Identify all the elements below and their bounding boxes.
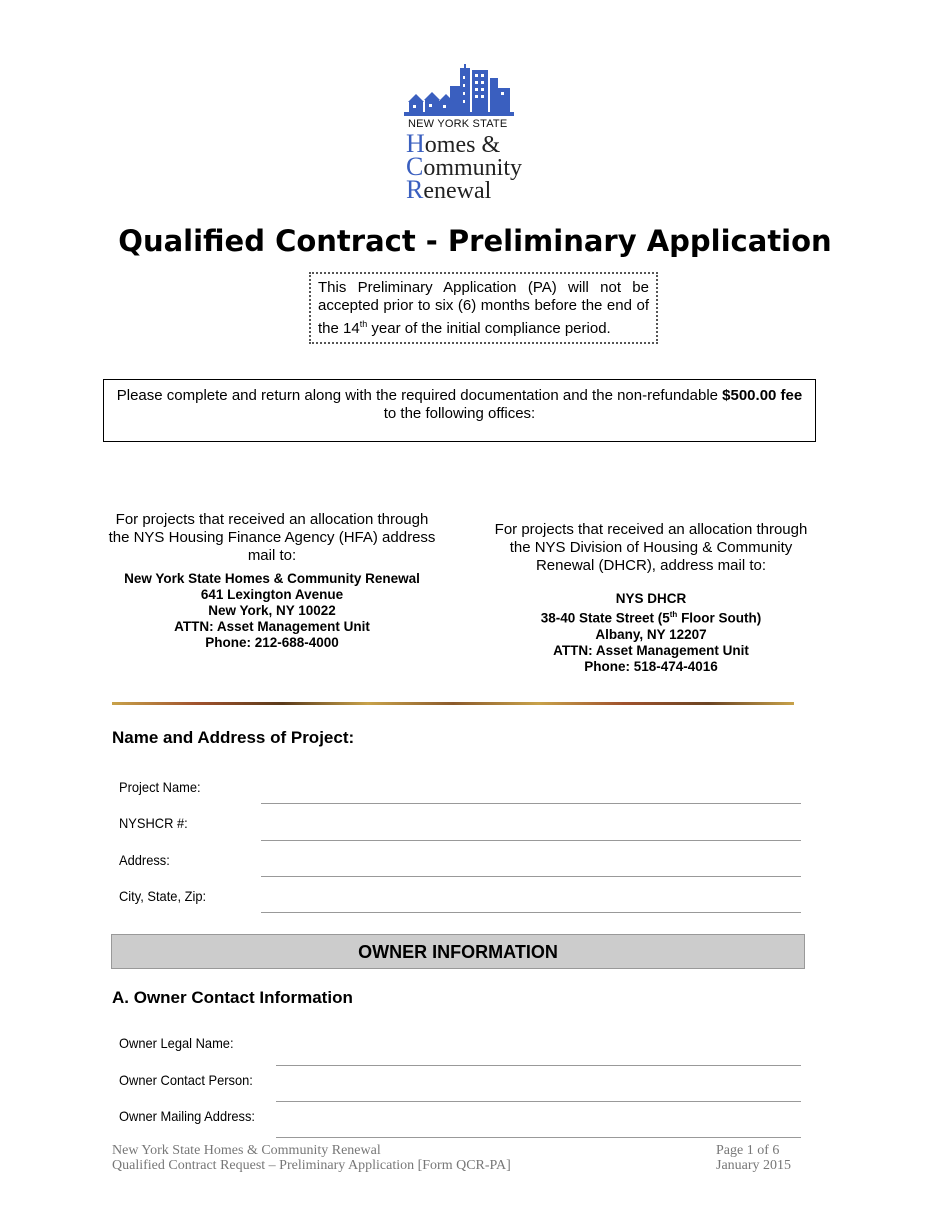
office-street: 641 Lexington Avenue [200,587,344,602]
hcr-logo [404,62,550,207]
field-label-address: Address: [119,852,170,868]
field-label-owner-contact-person: Owner Contact Person: [119,1072,253,1088]
office-address [486,591,816,675]
notice-sup: th [359,319,368,329]
office-hfa [108,511,436,651]
city-state-zip-field[interactable] [261,912,801,913]
field-label-project-name: Project Name: [119,779,201,795]
owner-information-bar: OWNER INFORMATION [111,934,805,969]
logo-line-homes: Homes & [406,129,501,158]
field-label-owner-legal-name: Owner Legal Name: [119,1035,234,1051]
owner-contact-heading: A. Owner Contact Information [112,988,353,1007]
page-title: Qualified Contract - Preliminary Application [118,224,832,258]
owner-mailing-address-field[interactable] [276,1137,801,1138]
field-label-owner-mailing-address: Owner Mailing Address: [119,1108,256,1124]
logo-line-renewal: Renewal [406,175,492,204]
office-street: 38-40 State Street (5th Floor South) [540,610,762,626]
footer-left [112,1143,511,1173]
notice-text: This Preliminary Application (PA) will not be accepted prior to six (6) months before the end of the 14 [318,279,649,337]
office-attn: ATTN: Asset Management Unit [553,642,749,658]
address-field[interactable] [261,876,801,877]
office-name: NYS DHCR [615,591,687,606]
project-section-heading: Name and Address of Project: [112,728,355,747]
owner-contact-person-field[interactable] [276,1101,801,1102]
logo-state: NEW YORK STATE [408,118,508,130]
office-phone: Phone: 518-474-4016 [584,658,718,674]
office-phone: Phone: 212-688-4000 [205,635,339,650]
instructions-fee: $500.00 fee [722,387,803,404]
footer-org: New York State Homes & Community Renewal [112,1143,381,1158]
instructions-box [103,379,816,442]
owner-legal-name-field[interactable] [276,1065,801,1066]
footer-date: January 2015 [716,1158,792,1173]
instructions-text: Please complete and return along with the required documentation and the non-refundable [116,387,723,404]
office-name: New York State Homes & Community Renewal [124,571,420,586]
office-intro: For projects that received an allocation through the NYS Housing Finance Agency (HFA) address mail to: [108,511,436,564]
office-city: New York, NY 10022 [208,603,336,618]
logo-line-community: Community [406,152,523,181]
notice-text-end: year of the initial compliance period. [367,320,611,337]
footer-form: Qualified Contract Request – Preliminary Application [Form QCR-PA] [112,1158,511,1173]
project-name-field[interactable] [261,803,801,804]
office-attn: ATTN: Asset Management Unit [174,619,370,634]
instructions-tail: to the following offices: [383,405,536,422]
nyshcr-number-field[interactable] [261,840,801,841]
office-dhcr [486,521,816,675]
office-city: Albany, NY 12207 [595,626,707,642]
footer-right [716,1143,791,1173]
notice-box [309,272,658,344]
footer-page: Page 1 of 6 [716,1143,780,1158]
section-divider [112,702,794,705]
field-label-nyshcr: NYSHCR #: [119,815,188,831]
office-address [108,571,436,651]
field-label-city-state-zip: City, State, Zip: [119,888,207,904]
skyline-icon [404,62,550,118]
office-intro: For projects that received an allocation through the NYS Division of Housing & Community Renewal (DHCR), address mail to: [494,521,808,574]
